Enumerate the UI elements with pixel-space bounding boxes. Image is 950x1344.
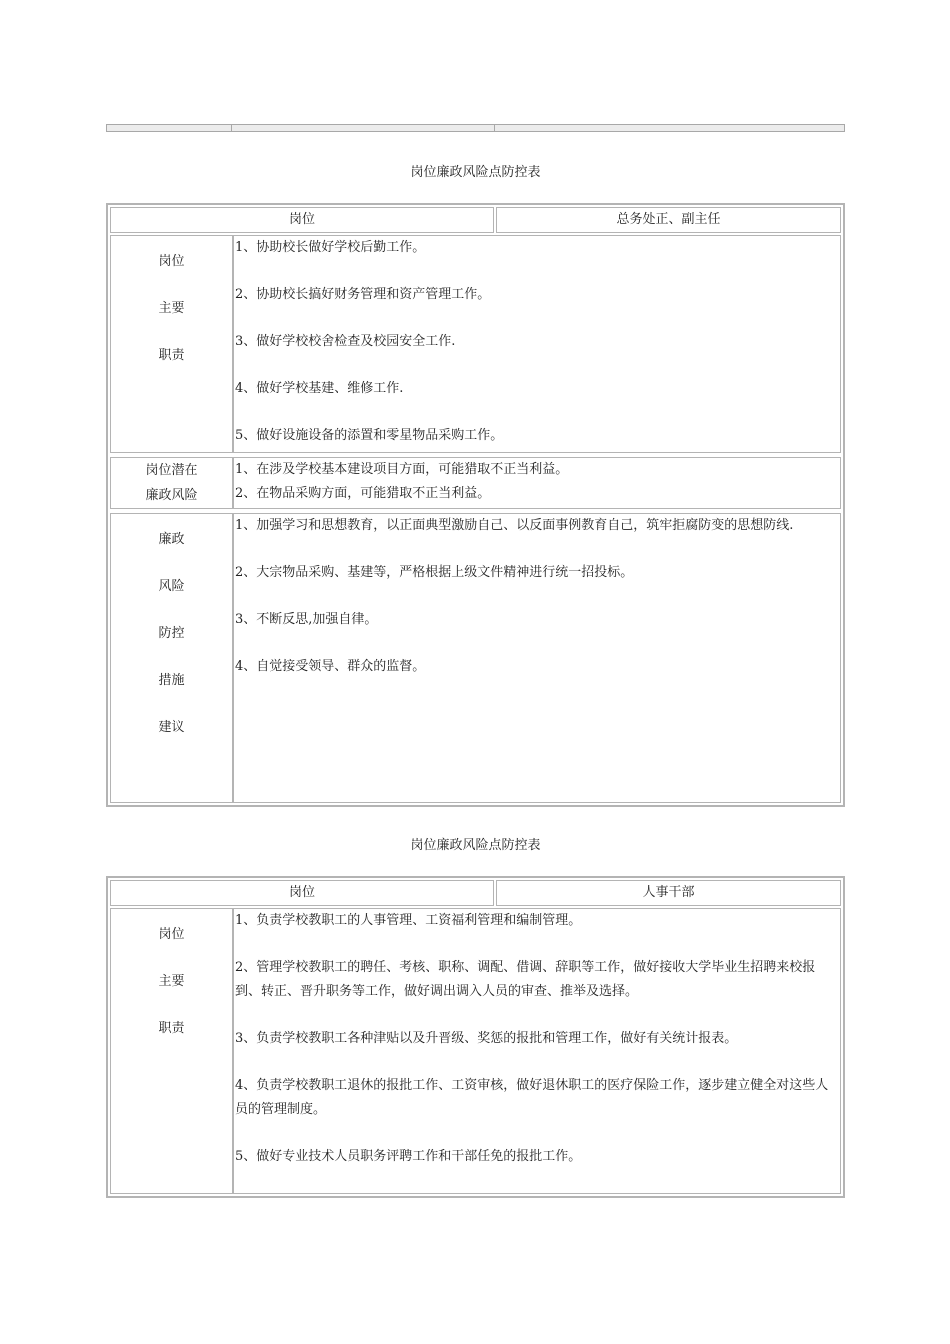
row-content-duties: [233, 908, 841, 1194]
label-line: 防控: [158, 626, 185, 641]
label-line: 建议: [158, 720, 185, 735]
row-label-risks: [110, 457, 233, 509]
header-row: [110, 207, 841, 233]
label-line: 廉政风险: [145, 488, 198, 503]
list-item: 2、协助校长搞好财务管理和资产管理工作。: [235, 287, 491, 302]
list-item: 3、不断反思,加强自律。: [235, 612, 378, 627]
label-line: 主要: [158, 974, 185, 989]
label-line: 措施: [158, 673, 185, 688]
label-line: 岗位: [158, 927, 185, 942]
list-item: 1、负责学校教职工的人事管理、工资福利管理和编制管理。: [235, 913, 582, 928]
table-row: [110, 235, 841, 803]
list-item: 2、在物品采购方面，可能猎取不正当利益。: [235, 486, 491, 501]
table-title: 岗位廉政风险点防控表: [410, 165, 541, 180]
list-item: 4、负责学校教职工退休的报批工作、工资审核，做好退休职工的医疗保险工作，逐步建立健全对这些人员的管理制度。: [235, 1078, 829, 1117]
table-title: 岗位廉政风险点防控表: [410, 838, 541, 853]
list-item: 1、协助校长做好学校后勤工作。: [235, 240, 426, 255]
row-label-duties: [110, 235, 233, 453]
label-line: 职责: [158, 348, 185, 363]
list-item: 1、在涉及学校基本建设项目方面，可能猎取不正当利益。: [235, 462, 569, 477]
list-item: 3、做好学校校舍检查及校园安全工作.: [235, 334, 456, 349]
list-item: 2、管理学校教职工的聘任、考核、职称、调配、借调、辞职等工作，做好接收大学毕业生招聘来校报到、转正、晋升职务等工作，做好调出调入人员的审查、推举及选择。: [235, 960, 816, 999]
label-line: 廉政: [158, 532, 185, 547]
list-item: 5、做好设施设备的添置和零星物品采购工作。: [235, 428, 504, 443]
row-label-duties: [110, 908, 233, 1194]
list-item: 5、做好专业技术人员职务评聘工作和干部任免的报批工作。: [235, 1149, 582, 1164]
table-row: [110, 908, 841, 1194]
risk-control-table: [106, 203, 845, 807]
header-label-cell: 岗位: [110, 880, 494, 906]
separator-divider: [494, 125, 495, 131]
header-value-cell: 总务处正、副主任: [496, 207, 841, 233]
separator-divider: [231, 125, 232, 131]
label-line: 岗位潜在: [145, 463, 198, 478]
row-content-measures: [233, 513, 841, 803]
list-item: 2、大宗物品采购、基建等，严格根据上级文件精神进行统一招投标。: [235, 565, 634, 580]
header-label-cell: 岗位: [110, 207, 494, 233]
row-content-risks: [233, 457, 841, 509]
header-row: [110, 880, 841, 906]
label-line: 岗位: [158, 254, 185, 269]
top-separator-bar: [106, 124, 845, 132]
row-content-duties: [233, 235, 841, 453]
label-line: 风险: [158, 579, 185, 594]
list-item: 4、自觉接受领导、群众的监督。: [235, 659, 426, 674]
risk-control-table: [106, 876, 845, 1198]
label-line: 主要: [158, 301, 185, 316]
row-label-measures: [110, 513, 233, 803]
label-line: 职责: [158, 1021, 185, 1036]
header-value-cell: 人事干部: [496, 880, 841, 906]
list-item: 4、做好学校基建、维修工作.: [235, 381, 404, 396]
list-item: 3、负责学校教职工各种津贴以及升晋级、奖惩的报批和管理工作，做好有关统计报表。: [235, 1031, 738, 1046]
list-item: 1、加强学习和思想教育，以正面典型激励自己、以反面事例教育自己，筑牢拒腐防变的思想防线.: [235, 518, 794, 533]
